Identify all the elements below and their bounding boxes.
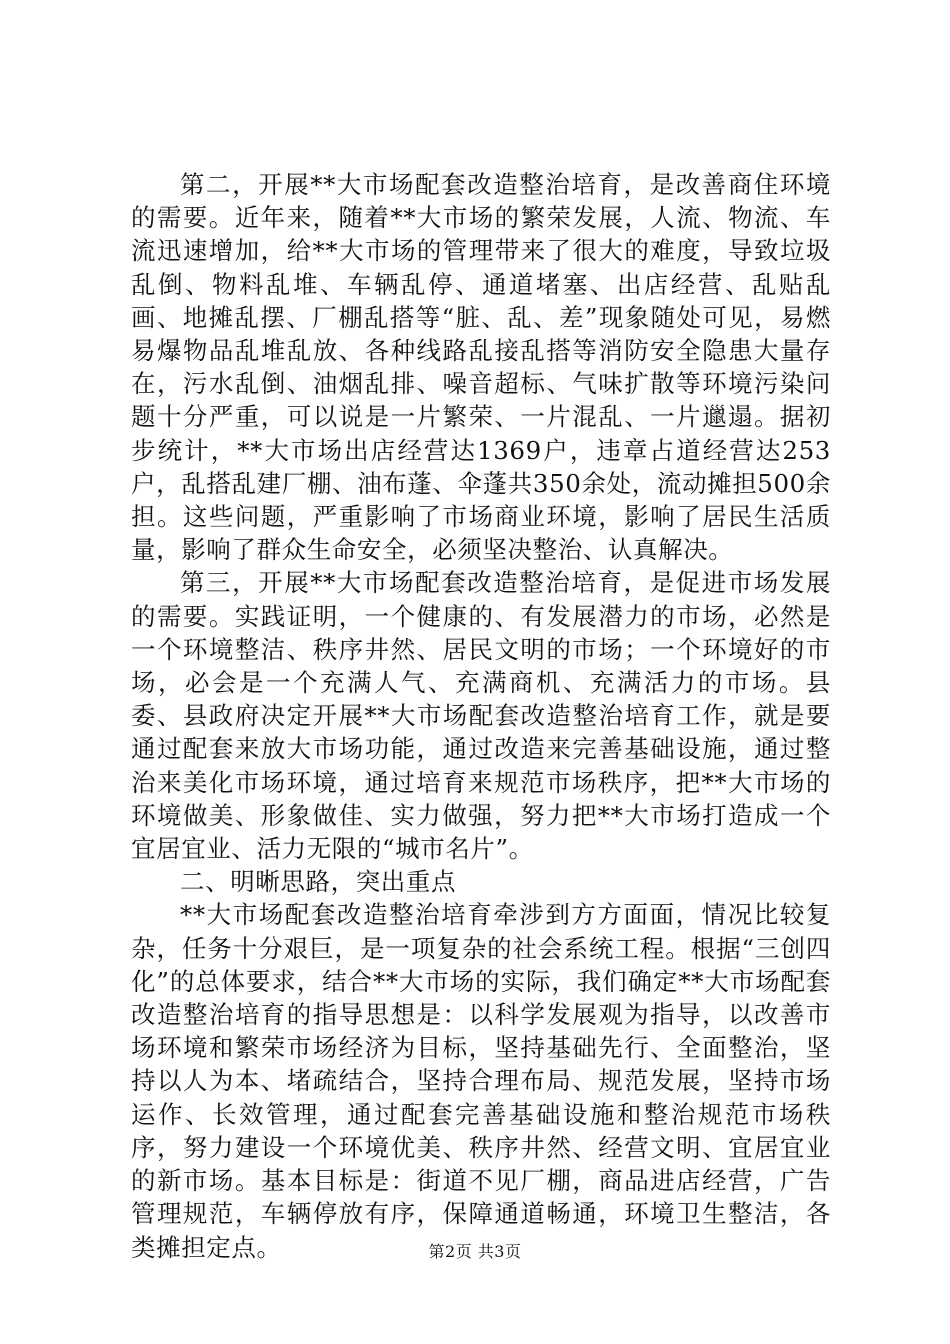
page-number-footer: 第2页 共3页 bbox=[428, 1242, 522, 1261]
paragraph-second-point: 第二，开展**大市场配套改造整治培育，是改善商住环境的需要。近年来，随着**大市场的繁荣发展，人流、物流、车流迅速增加，给**大市场的管理带来了很大的难度，导致垃圾乱倒、物料乱堆、车辆乱停、通道堵塞、出店经营、乱贴乱画、地摊乱摆、厂棚乱搭等“脏、乱、差”现象随处可见，易燃易爆物品乱堆乱放、各种线路乱接乱搭等消防安全隐患大量存在，污水乱倒、油烟乱排、噪音超标、气味扩散等环境污染问题十分严重，可以说是一片繁荣、一片混乱、一片邋遢。据初步统计，**大市场出店经营达1369户，违章占道经营达253户，乱搭乱建厂棚、油布蓬、伞蓬共350余处，流动摊担500余担。这些问题，严重影响了市场商业环境，影响了居民生活质量，影响了群众生命安全，必须坚决整治、认真解决。 bbox=[131, 170, 831, 565]
document-body bbox=[131, 168, 831, 1264]
paragraph-guiding-ideas: **大市场配套改造整治培育牵涉到方方面面，情况比较复杂，任务十分艰巨，是一项复杂的社会系统工程。根据“三创四化”的总体要求，结合**大市场的实际，我们确定**大市场配套改造整治培育的指导思想是：以科学发展观为指导，以改善市场环境和繁荣市场经济为目标，坚持基础先行、全面整治，坚持以人为本、堵疏结合，坚持合理布局、规范发展，坚持市场运作、长效管理，通过配套完善基础设施和整治规范市场秩序，努力建设一个环境优美、秩序井然、经营文明、宜居宜业的新市场。基本目标是：街道不见厂棚，商品进店经营，广告管理规范，车辆停放有序，保障通道畅通，环境卫生整洁，各类摊担定点。 bbox=[131, 900, 831, 1262]
section-heading: 二、明晰思路，突出重点 bbox=[180, 867, 457, 897]
paragraph-third-point: 第三，开展**大市场配套改造整治培育，是促进市场发展的需要。实践证明，一个健康的、有发展潜力的市场，必然是一个环境整洁、秩序井然、居民文明的市场；一个环境好的市场，必会是一个充满人气、充满商机、充满活力的市场。县委、县政府决定开展**大市场配套改造整治培育工作，就是要通过配套来放大市场功能，通过改造来完善基础设施，通过整治来美化市场环境，通过培育来规范市场秩序，把**大市场的环境做美、形象做佳、实力做强，努力把**大市场打造成一个宜居宜业、活力无限的“城市名片”。 bbox=[131, 568, 831, 864]
